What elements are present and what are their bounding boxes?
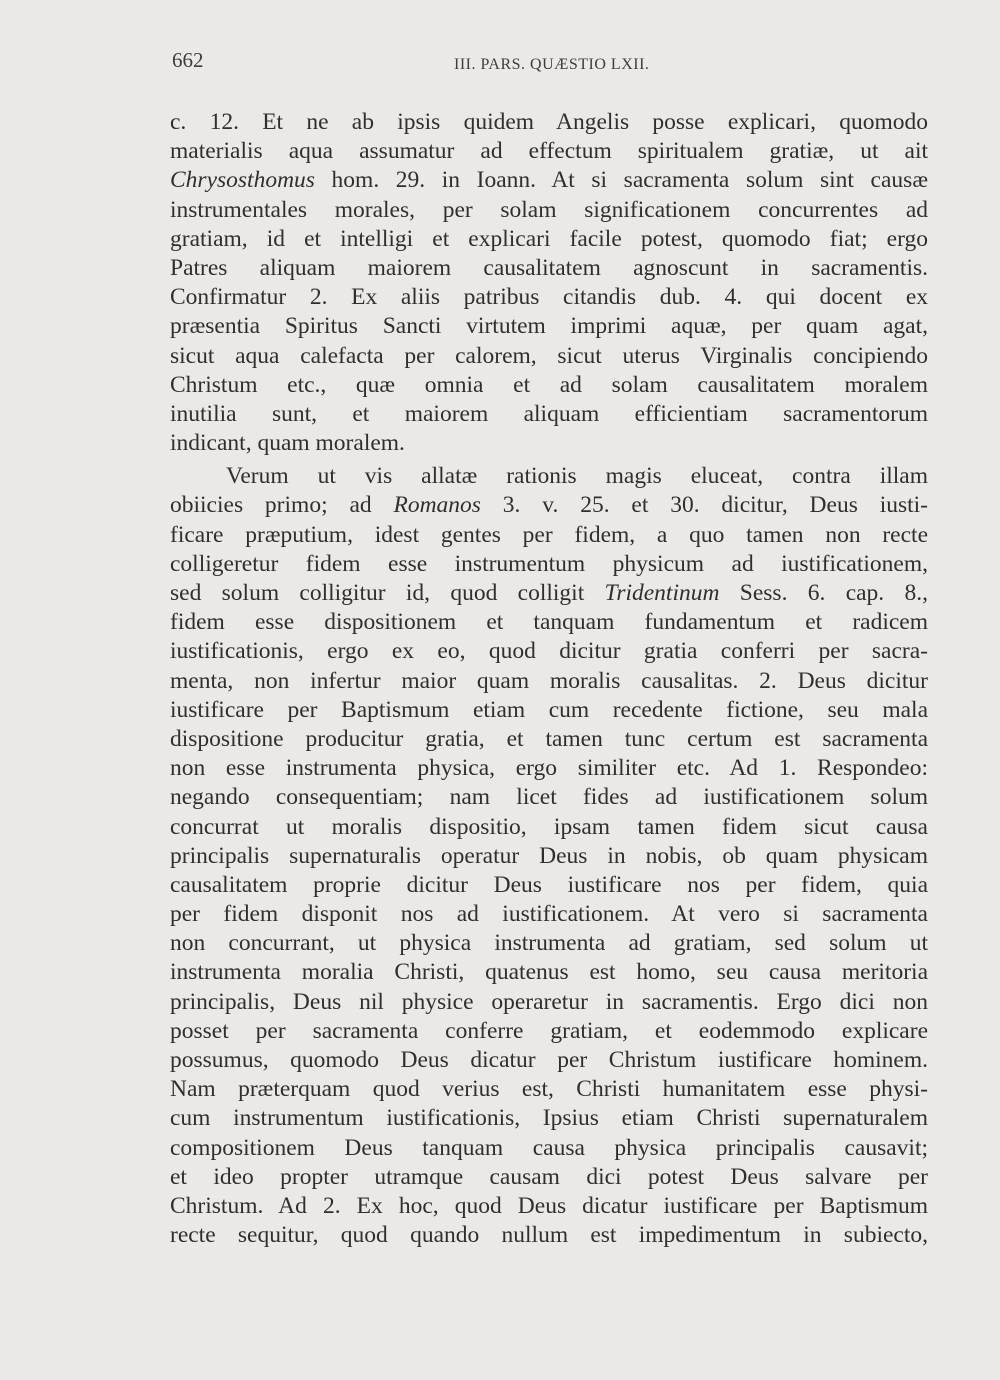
- text-line: [170, 312, 928, 341]
- text-segment: inutilia sunt, et maiorem aliquam efficientiam sacramentorum: [170, 400, 928, 427]
- text-line: [170, 166, 928, 195]
- text-segment: obiicies primo; ad: [170, 492, 394, 519]
- text-segment: sicut aqua calefacta per calorem, sicut uterus Virginalis concipiendo: [170, 342, 928, 369]
- text-line: [170, 579, 928, 608]
- text-line: [170, 900, 928, 929]
- text-line: [170, 667, 928, 696]
- paragraph: [170, 108, 928, 458]
- text-line: [170, 608, 928, 637]
- text-line: [170, 1221, 928, 1250]
- text-segment: principalis, Deus nil physice operaretur in sacramentis. Ergo dici non: [170, 988, 928, 1015]
- text-line: [170, 462, 928, 491]
- text-segment: colligeretur fidem esse instrumentum physicum ad iustificationem,: [170, 550, 928, 577]
- text-segment: compositionem Deus tanquam causa physica principalis causavit;: [170, 1134, 928, 1161]
- text-line: [170, 696, 928, 725]
- text-segment: Christum etc., quæ omnia et ad solam causalitatem moralem: [170, 371, 928, 398]
- text-line: [170, 754, 928, 783]
- text-line: [170, 725, 928, 754]
- text-line: [170, 1046, 928, 1075]
- text-segment: non concurrant, ut physica instrumenta ad gratiam, sed solum ut: [170, 930, 928, 957]
- text-line: [170, 1017, 928, 1046]
- text-line: [170, 254, 928, 283]
- text-line: [170, 929, 928, 958]
- text-segment: indicant, quam moralem.: [170, 430, 405, 457]
- text-segment: et ideo propter utramque causam dici potest Deus salvare per: [170, 1163, 928, 1190]
- text-line: [170, 783, 928, 812]
- text-segment: dispositione producitur gratia, et tamen tunc certum est sacramenta: [170, 725, 928, 752]
- text-segment: sed solum colligitur id, quod colligit: [170, 580, 605, 606]
- text-line: [170, 283, 928, 312]
- text-line: [170, 491, 928, 520]
- italic-citation: Chrysosthomus: [170, 167, 315, 194]
- text-line: [170, 813, 928, 842]
- text-line: [170, 225, 928, 254]
- text-segment: per fidem disponit nos ad iustificationem. At vero si sacramenta: [170, 901, 928, 928]
- text-segment: fidem esse dispositionem et tanquam fundamentum et radicem: [170, 609, 928, 636]
- text-segment: Christum. Ad 2. Ex hoc, quod Deus dicatur iustificare per Baptismum: [170, 1192, 928, 1219]
- text-line: [170, 1134, 928, 1163]
- text-line: [170, 1104, 928, 1133]
- text-line: [170, 108, 928, 137]
- text-segment: posset per sacramenta conferre gratiam, et eodemmodo explicare: [170, 1017, 928, 1044]
- text-segment: menta, non infertur maior quam moralis causalitas. 2. Deus dicitur: [170, 667, 928, 694]
- italic-citation: Romanos: [393, 492, 481, 519]
- text-segment: possumus, quomodo Deus dicatur per Christum iustificare hominem.: [170, 1047, 928, 1073]
- page-header: [172, 48, 932, 78]
- text-segment: 3. v. 25. et 30. dicitur, Deus iusti-: [480, 492, 928, 519]
- text-line: [170, 1163, 928, 1192]
- text-line: [170, 1075, 928, 1104]
- text-segment: causalitatem proprie dicitur Deus iustificare nos per fidem, quia: [170, 871, 928, 898]
- text-line: [170, 521, 928, 550]
- text-segment: Sess. 6. cap. 8.,: [719, 580, 928, 606]
- text-segment: concurrat ut moralis dispositio, ipsam tamen fidem sicut causa: [170, 813, 928, 840]
- text-segment: instrumenta moralia Christi, quatenus est homo, seu causa meritoria: [170, 959, 928, 986]
- page-number: 662: [172, 48, 204, 72]
- text-segment: Nam præterquam quod verius est, Christi humanitatem esse physi-: [170, 1076, 928, 1103]
- text-line: [170, 196, 928, 225]
- text-line: [170, 871, 928, 900]
- running-head: III. PARS. QUÆSTIO LXII.: [454, 56, 650, 73]
- body-text: [170, 108, 928, 1250]
- text-line: [170, 342, 928, 371]
- text-line: [170, 550, 928, 579]
- text-segment: iustificare per Baptismum etiam cum recedente fictione, seu mala: [170, 696, 928, 723]
- italic-citation: Tridentinum: [604, 580, 720, 606]
- text-line: [170, 429, 928, 458]
- text-segment: c. 12. Et ne ab ipsis quidem Angelis posse explicari, quomodo: [170, 109, 928, 135]
- text-segment: Patres aliquam maiorem causalitatem agnoscunt in sacramentis.: [170, 254, 928, 281]
- text-line: [170, 371, 928, 400]
- text-segment: Confirmatur 2. Ex aliis patribus citandis dub. 4. qui docent ex: [170, 284, 928, 311]
- text-line: [170, 842, 928, 871]
- text-segment: ficare præputium, idest gentes per fidem, a quo tamen non recte: [170, 521, 928, 548]
- text-segment: iustificationis, ergo ex eo, quod dicitur gratia conferri per sacra-: [170, 638, 928, 665]
- text-segment: Verum ut vis allatæ rationis magis eluceat, contra illam: [226, 463, 928, 490]
- text-line: [170, 400, 928, 429]
- paragraph: [170, 462, 928, 1250]
- text-segment: cum instrumentum iustificationis, Ipsius etiam Christi supernaturalem: [170, 1105, 928, 1132]
- text-segment: instrumentales morales, per solam significationem concurrentes ad: [170, 196, 928, 223]
- text-segment: principalis supernaturalis operatur Deus in nobis, ob quam physicam: [170, 842, 928, 869]
- text-line: [170, 1192, 928, 1221]
- text-segment: non esse instrumenta physica, ergo similiter etc. Ad 1. Respondeo:: [170, 755, 928, 782]
- text-segment: materialis aqua assumatur ad effectum spiritualem gratiæ, ut ait: [170, 138, 928, 165]
- text-segment: negando consequentiam; nam licet fides ad iustificationem solum: [170, 784, 928, 811]
- text-segment: hom. 29. in Ioann. At si sacramenta solum sint causæ: [314, 167, 928, 194]
- text-segment: præsentia Spiritus Sancti virtutem imprimi aquæ, per quam agat,: [170, 313, 928, 340]
- text-line: [170, 958, 928, 987]
- text-line: [170, 637, 928, 666]
- text-segment: gratiam, id et intelligi et explicari facile potest, quomodo fiat; ergo: [170, 225, 928, 252]
- text-line: [170, 137, 928, 166]
- text-line: [170, 988, 928, 1017]
- text-segment: recte sequitur, quod quando nullum est impedimentum in subiecto,: [170, 1222, 928, 1249]
